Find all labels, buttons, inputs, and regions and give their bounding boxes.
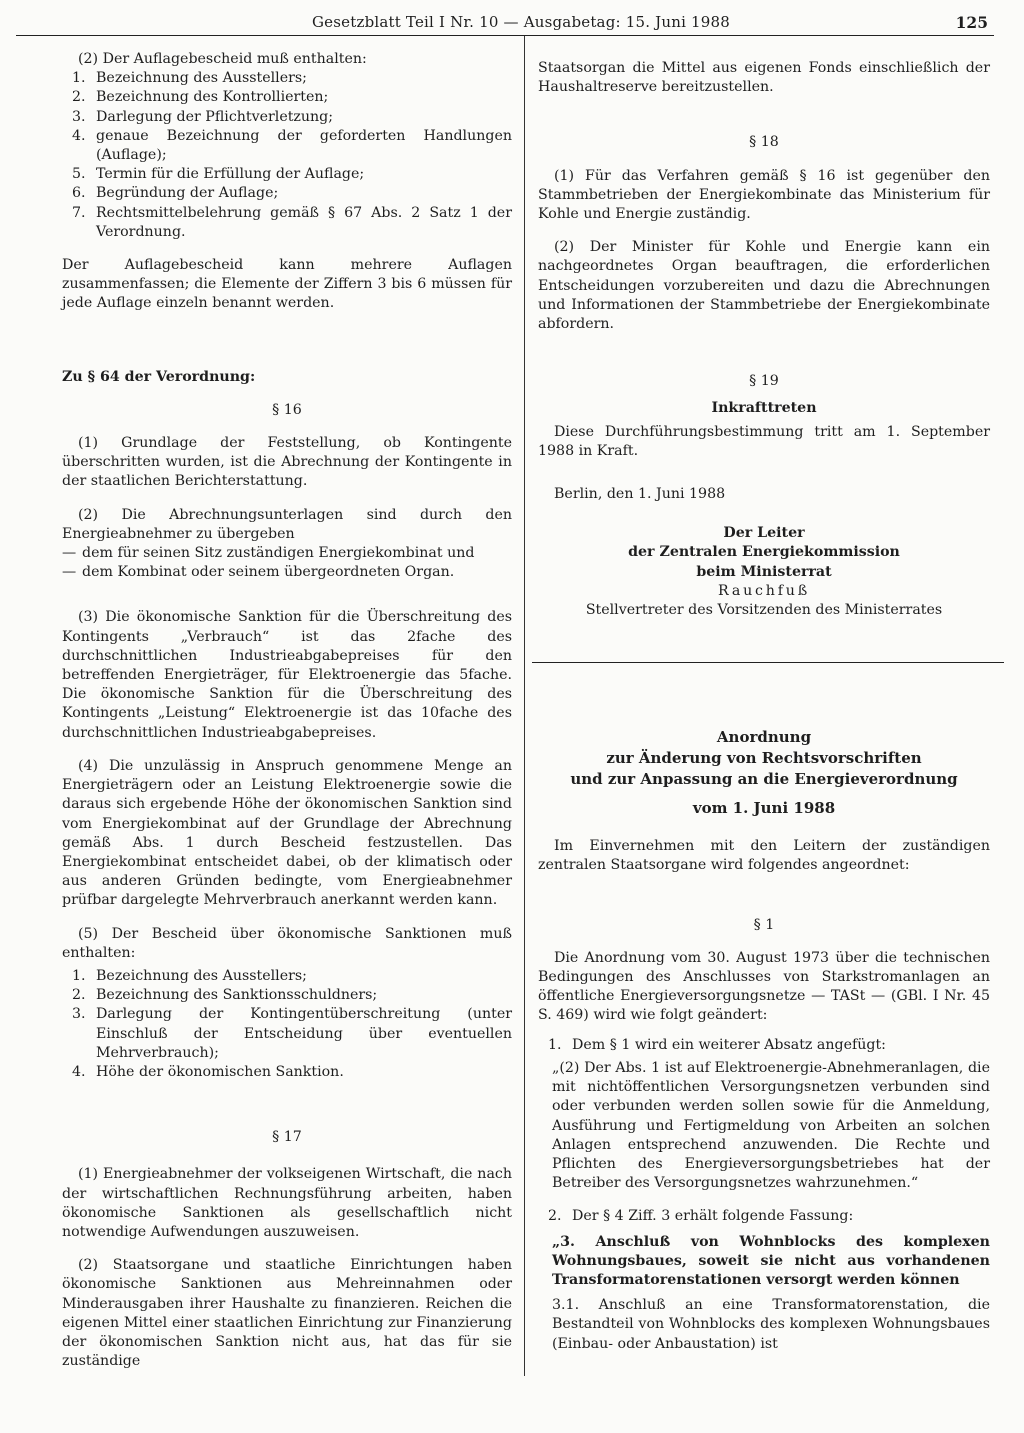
section-16-heading: § 16 [272,401,302,418]
section-17-heading: § 17 [272,1129,302,1146]
auflagebescheid-list-item [62,127,512,165]
paragraph-auflagen: Der Auflagebescheid kann mehrere Auflagen zusammenfassen; die Elemente der Ziffern 3 bis 6 müssen für jede Auflage einzeln benannt werden. [62,257,512,312]
anordnung-title-2: zur Änderung von Rechtsvorschriften [606,749,922,768]
header-title: Gesetzblatt Teil I Nr. 10 — Ausgabetag: 15. Juni 1988 [312,13,731,31]
amendment-list-2 [538,1207,990,1226]
section-17-para-1: (1) Energieabnehmer der volkseigenen Wirtschaft, die nach der wirtschaftlichen Rechnungsführung arbeiten, haben ökonomische Sanktionen als gesellschaftlich nicht notwendige Aufwendungen auszuweisen. [62,1166,512,1240]
paragraph-auflagebescheid-intro: (2) Der Auflagebescheid muß enthalten: [78,51,367,67]
auflagebescheid-list-item [62,204,512,242]
continuation-paragraph: Staatsorgan die Mittel aus eigenen Fonds einschließlich der Haushaltreserve bereitzustellen. [538,60,990,96]
sanktion-bescheid-list-item-number: 4. [72,1063,86,1080]
amendment-item-2 [538,1207,990,1226]
amendment-item-2-text: Der § 4 Ziff. 3 erhält folgende Fassung: [572,1208,854,1225]
auflagebescheid-list-item [62,184,512,203]
sanktion-bescheid-list-item [62,967,512,986]
signature-line-3: beim Ministerrat [696,563,832,580]
amendment-item-1-quote: „(2) Der Abs. 1 ist auf Elektroenergie-Abnehmeranlagen, die mit nichtöffentlichen Versorgungsnetzen verbunden sind oder verbunden werden sollen sowie für die Anmeldung, Ausführung und Fertigmeldung von Arbeiten an solchen Anlagen entsprechend anzuwenden. Die Rechte und Pflichten des Energieversorgungsbetriebes hat der Betreiber des Versorgungsnetzes wahrzunehmen.“ [552,1059,990,1192]
header-rule [16,35,994,36]
section-16-para-4: (4) Die unzulässig in Anspruch genommene Menge an Energieträgern oder an Leistung Elektroenergie sowie die daraus sich ergebende Höhe der ökonomischen Sanktion sind vom Energiekombinat auf der Grundlage der Abrechnung gemäß Abs. 1 durch Bescheid festzustellen. Das Energiekombinat entscheidet dabei, ob der klimatisch oder aus anderen Gründen bedingte, vom Energieabnehmer prüfbar dargelegte Mehrverbrauch anerkannt werden kann. [62,757,512,909]
page-number: 125 [955,13,988,32]
auflagebescheid-list-item-number: 5. [72,166,86,183]
sanktion-bescheid-list-item [62,1063,512,1082]
signature-role: Stellvertreter des Vorsitzenden des Ministerrates [585,602,943,619]
amendment-item-1 [538,1036,990,1055]
section-19-heading: § 19 [749,373,779,390]
section-18-para-1: (1) Für das Verfahren gemäß § 16 ist gegenüber den Stammbetrieben der Energiekombinate das Ministerium für Kohle und Energie zuständig. [538,167,990,223]
auflagebescheid-list-item-number: 7. [72,204,86,221]
auflagebescheid-list-item-text: Termin für die Erfüllung der Auflage; [96,166,365,183]
signature-name: Rauchfuß [718,582,810,599]
auflagebescheid-list-item-number: 3. [72,108,86,125]
auflagebescheid-list-item-number: 6. [72,185,86,202]
sanktion-bescheid-list-item [62,986,512,1005]
dash-list-item [62,544,512,563]
sanktion-bescheid-list-item-text: Höhe der ökonomischen Sanktion. [96,1063,344,1080]
dash-list-item [62,563,512,582]
sanktion-bescheid-list [62,967,512,1082]
auflagebescheid-list-item [62,108,512,127]
right-column [538,59,990,1354]
anordnung-title-1: Anordnung [716,728,812,747]
section-18-para-2: (2) Der Minister für Kohle und Energie kann ein nachgeordnetes Organ beauftragen, die erforderlichen Entscheidungen vorzubereiten und dazu die Abrechnungen und Informationen der Stammbetriebe der Energiekombinate abfordern. [538,239,990,333]
page-header [0,4,1024,34]
auflagebescheid-list-item-text: genaue Bezeichnung der geforderten Handlungen (Auflage); [96,127,512,164]
sanktion-bescheid-list-item-number: 3. [72,1006,86,1023]
anordnung-intro: Im Einvernehmen mit den Leitern der zuständigen zentralen Staatsorgane wird folgendes angeordnet: [538,838,990,874]
anordnung-title-block [538,727,990,819]
anordnung-section-1-heading: § 1 [753,916,775,933]
sanktion-bescheid-list-item-number: 1. [72,967,86,984]
anordnung-title-3: und zur Anpassung an die Energieverordnung [570,770,958,789]
section-17-para-2: (2) Staatsorgane und staatliche Einrichtungen haben ökonomische Sanktionen aus Mehreinnahmen oder Minderausgaben ihrer Haushalte zu finanzieren. Reichen die eigenen Mittel einer staatlichen Einrichtung zur Finanzierung der ökonomischen Sanktion nicht aus, hat das für sie zuständige [62,1257,512,1370]
sanktion-bescheid-list-item-text: Bezeichnung des Ausstellers; [96,967,307,984]
section-19-title: Inkrafttreten [711,400,817,417]
signature-line-1: Der Leiter [723,525,805,542]
amendment-item-2-sub-3-1: 3.1. Anschluß an eine Transformatorenstation, die Bestandteil von Wohnblocks des komplexen Wohnungsbaues (Einbau- oder Anbaustation) ist [552,1297,990,1352]
auflagebescheid-list-item-text: Darlegung der Pflichtverletzung; [96,108,334,125]
auflagebescheid-list-item-text: Bezeichnung des Kontrollierten; [96,89,329,106]
sanktion-bescheid-list-item-text: Darlegung der Kontingentüberschreitung (unter Einschluß der Entscheidung über eventuellen Mehrverbrauch); [96,1006,512,1061]
signature-line-2: der Zentralen Energiekommission [628,544,900,561]
section-18-heading: § 18 [749,134,779,151]
amendment-item-2-number: 2. [548,1208,562,1225]
section-16-para-5: (5) Der Bescheid über ökonomische Sanktionen muß enthalten: [62,925,512,961]
amendment-item-2-bold-heading: „3. Anschluß von Wohnblocks des komplexen Wohnungsbaues, soweit sie nicht aus vorhandenen Transformatorenstationen versorgt werden können [552,1233,990,1288]
place-date: Berlin, den 1. Juni 1988 [554,486,726,503]
section-19-text: Diese Durchführungsbestimmung tritt am 1. September 1988 in Kraft. [538,423,990,459]
auflagebescheid-list-item [62,88,512,107]
amendment-item-1-text: Dem § 1 wird ein weiterer Absatz angefügt: [572,1036,886,1053]
amendment-item-1-number: 1. [548,1036,562,1053]
section-16-para-2: (2) Die Abrechnungsunterlagen sind durch den Energieabnehmer zu übergeben [62,506,512,542]
anordnung-date: vom 1. Juni 1988 [692,799,836,818]
auflagebescheid-list-item [62,69,512,88]
auflagebescheid-list-item-text: Begründung der Auflage; [96,185,279,202]
section-16-dash-list [62,544,512,582]
dash-list-item-text: dem für seinen Sitz zuständigen Energiekombinat und [82,545,475,562]
auflagebescheid-list-item-text: Rechtsmittelbelehrung gemäß § 67 Abs. 2 Satz 1 der Verordnung. [96,204,512,240]
section-16-para-1: (1) Grundlage der Feststellung, ob Kontingente überschritten wurden, ist die Abrechnung der Kontingente in der staatlichen Berichterstattung. [62,435,512,490]
section-separator [532,662,1004,663]
dash-bullet-icon: — [62,564,77,581]
column-divider [524,36,525,1376]
auflagebescheid-list-item-number: 2. [72,89,86,106]
sanktion-bescheid-list-item-text: Bezeichnung des Sanktionsschuldners; [96,987,378,1004]
auflagebescheid-list-item-number: 1. [72,70,86,87]
auflagebescheid-list-item-text: Bezeichnung des Ausstellers; [96,70,307,87]
signature-block [538,524,990,620]
auflagebescheid-list-item [62,165,512,184]
section-16-para-3: (3) Die ökonomische Sanktion für die Überschreitung des Kontingents „Verbrauch“ ist das 2fache des durchschnittlichen Industrieabgabepreises für den betreffenden Energieträger, für Elektroenergie das 5fache. Die ökonomische Sanktion für die Überschreitung des Kontingents „Leistung“ Elektroenergie ist das 10fache des durchschnittlichen Industrieabgabepreises. [62,609,512,741]
heading-zu-64: Zu § 64 der Verordnung: [62,368,256,385]
auflagebescheid-list [62,69,512,242]
left-column [62,50,512,1371]
amendment-list [538,1036,990,1055]
sanktion-bescheid-list-item [62,1005,512,1063]
dash-list-item-text: dem Kombinat oder seinem übergeordneten Organ. [82,564,455,581]
dash-bullet-icon: — [62,545,77,562]
auflagebescheid-list-item-number: 4. [72,127,86,144]
anordnung-section-1-text: Die Anordnung vom 30. August 1973 über die technischen Bedingungen des Anschlusses von Starkstromanlagen an öffentliche Energieversorgungsnetze — TASt — (GBl. I Nr. 45 S. 469) wird wie folgt geändert: [538,949,990,1024]
sanktion-bescheid-list-item-number: 2. [72,987,86,1004]
